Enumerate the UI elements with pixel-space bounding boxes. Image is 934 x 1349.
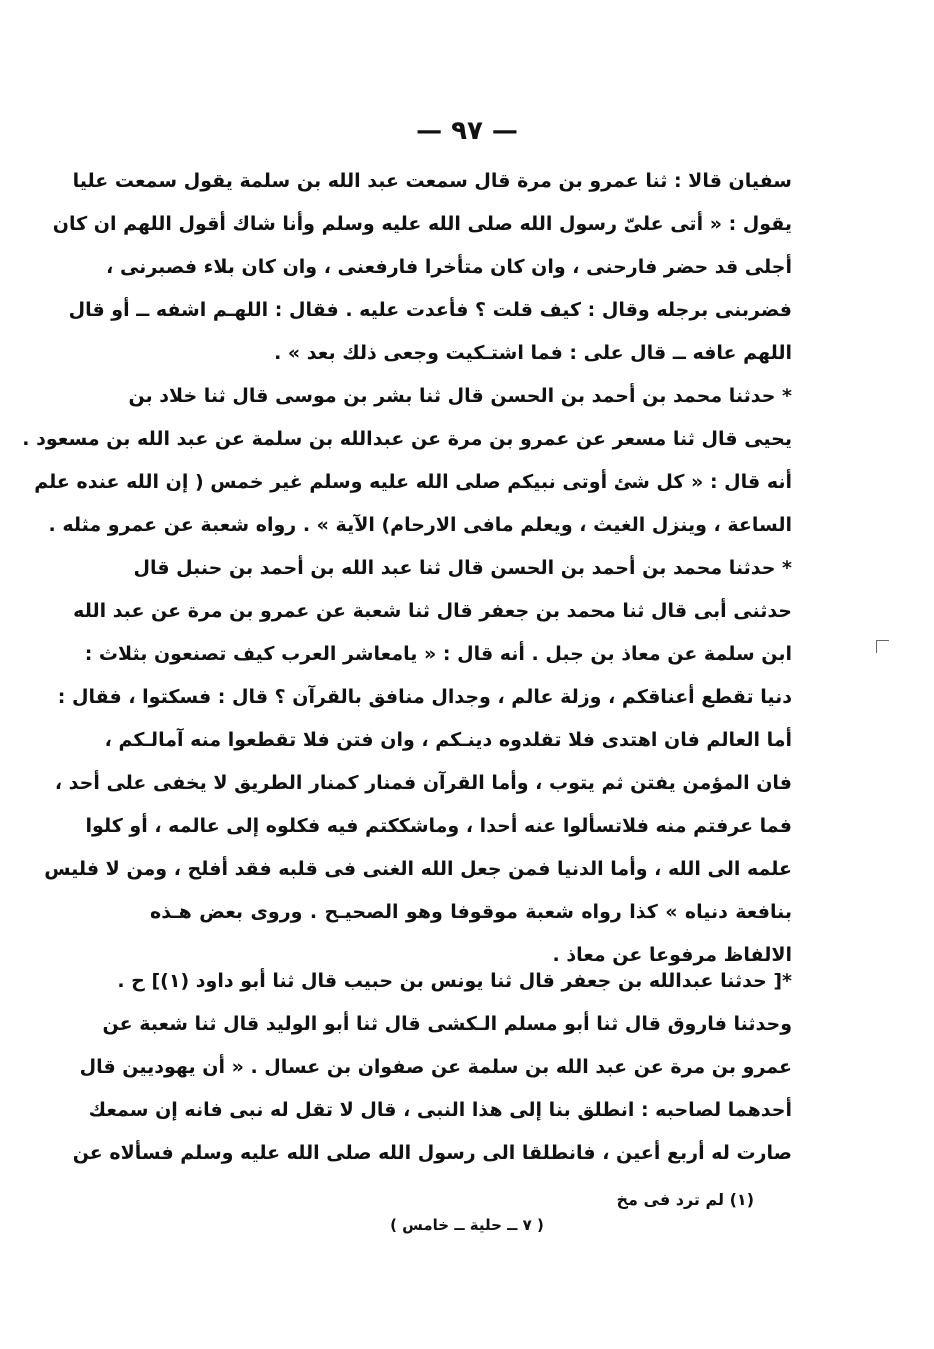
text-line: الساعة ، وينزل الغيث ، ويعلم مافى الارحام) الآية » . رواه شعبة عن عمرو مثله .: [48, 514, 792, 536]
text-line: حدثنى أبى قال ثنا محمد بن جعفر قال ثنا شعبة عن عمرو بن مرة عن عبد الله: [73, 600, 792, 622]
margin-mark: [876, 640, 889, 653]
footnote: (١) لم ترد فى مخ: [616, 1190, 754, 1209]
text-line: أما العالم فان اهتدى فلا تقلدوه دينـكم ، وان فتن فلا تقطعوا منه آمالـكم ،: [104, 729, 792, 751]
text-line: أنه قال : « كل شئ أوتى نبيكم صلى الله عليه وسلم غير خمس ( إن الله عنده علم: [34, 471, 792, 493]
text-line: أجلى قد حضر فارحنى ، وان كان متأخرا فارفعنى ، وان كان بلاء فصبرنى ،: [106, 256, 792, 278]
paragraph-4: [72, 960, 792, 1175]
text-line: فان المؤمن يفتن ثم يتوب ، وأما القرآن فمنار كمنار الطريق لا يخفى على أحد ،: [54, 772, 792, 794]
paragraph-3: [44, 547, 792, 977]
text-line: أحدهما لصاحبه : انطلق بنا إلى هذا النبى ، قال لا تقل له نبى فانه إن سمعك: [88, 1099, 792, 1121]
text-line: *[ حدثنا عبدالله بن جعفر قال ثنا يونس بن حبيب قال ثنا أبو داود (١)] ح .: [117, 970, 792, 992]
text-line: صارت له أربع أعين ، فانطلقا الى رسول الله صلى الله عليه وسلم فسألاه عن: [72, 1142, 792, 1164]
page-number: — ٩٧ —: [416, 116, 518, 146]
text-line: علمه الى الله ، وأما الدنيا فمن جعل الله الغنى فى قلبه فقد أفلح ، ومن لا فليس: [44, 858, 792, 880]
text-line: بنافعة دنياه » كذا رواه شعبة موقوفا وهو الصحيـح . وروى بعض هـذه: [150, 901, 792, 923]
text-line: فما عرفتم منه فلاتسألوا عنه أحدا ، وماشككتم فيه فكلوه إلى عالمه ، أو كلوا: [85, 815, 792, 837]
text-line: يحيى قال ثنا مسعر عن عمرو بن مرة عن عبدالله بن سلمة عن عبد الله بن مسعود .: [22, 428, 792, 450]
text-line: * حدثنا محمد بن أحمد بن الحسن قال ثنا بشر بن موسى قال ثنا خلاد بن: [128, 385, 792, 407]
paragraph-2: [22, 375, 792, 547]
text-line: * حدثنا محمد بن أحمد بن الحسن قال ثنا عبد الله بن أحمد بن حنبل قال: [133, 557, 792, 579]
paragraph-1: [52, 160, 792, 375]
text-line: عمرو بن مرة عن عبد الله بن سلمة عن صفوان بن عسال . « أن يهوديين قال: [79, 1056, 792, 1078]
text-line: فضربنى برجله وقال : كيف قلت ؟ فأعدت عليه . فقال : اللهـم اشفه ــ أو قال: [68, 299, 792, 321]
text-line: دنيا تقطع أعناقكم ، وزلة عالم ، وجدال منافق بالقرآن ؟ قال : فسكتوا ، فقال :: [57, 686, 792, 708]
text-line: وحدثنا فاروق قال ثنا أبو مسلم الـكشى قال ثنا أبو الوليد قال ثنا شعبة عن: [102, 1013, 792, 1035]
text-line: الالفاظ مرفوعا عن معاذ .: [552, 944, 792, 966]
text-line: يقول : « أتى علىّ رسول الله صلى الله عليه وسلم وأنا شاك أقول اللهم ان كان: [52, 213, 792, 235]
text-line: ابن سلمة عن معاذ بن جبل . أنه قال : « يامعاشر العرب كيف تصنعون بثلاث :: [84, 643, 792, 665]
text-line: سفيان قالا : ثنا عمرو بن مرة قال سمعت عبد الله بن سلمة يقول سمعت عليا: [72, 170, 792, 192]
printer-signature: ( ٧ ــ حلية ــ خامس ): [390, 1216, 544, 1234]
text-line: اللهم عافه ــ قال على : فما اشتـكيت وجعى ذلك بعد » .: [274, 342, 792, 364]
